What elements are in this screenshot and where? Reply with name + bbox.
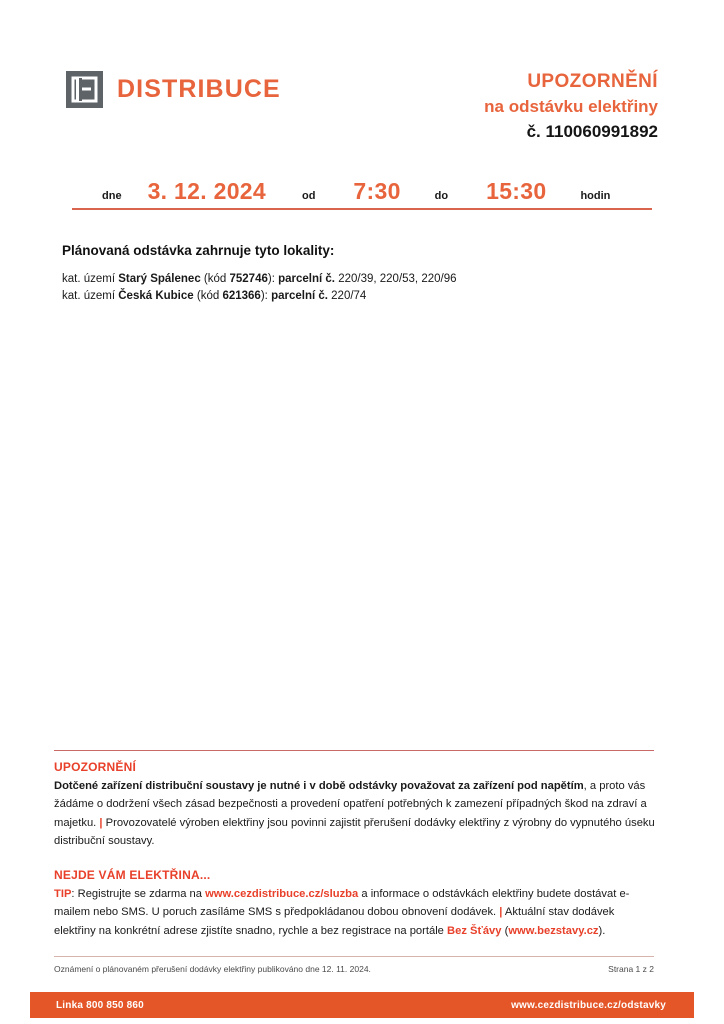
locality-code: 752746: [229, 273, 268, 285]
tip-label: TIP: [54, 888, 72, 900]
tips-text-3: Aktuální stav dodávek elektřiny na konkrétní adrese zjistíte snadno, rychle a bez registrace na portále: [54, 906, 615, 937]
warning-bold-clause: Dotčené zařízení distribuční soustavy je nutné i v době odstávky považovat za zařízení pod napětím: [54, 780, 584, 792]
locality-prefix: kat. území: [62, 290, 119, 303]
cez-logo-icon: [66, 71, 103, 108]
tips-text-2: a informace o odstávkách elektřiny budete dostávat e-mailem nebo SMS. U poruch zasíláme SMS s předpokládanou dobou obnovení dodávek.: [54, 888, 630, 919]
warning-separator: |: [99, 816, 103, 829]
label-hours: hodin: [580, 190, 611, 202]
notice-header-block: [484, 70, 658, 143]
locality-code-suffix: ):: [267, 273, 279, 285]
warning-text-2: Provozovatelé výroben elektřiny jsou povinni zajistit přerušení dodávky elektřiny z výrobny do vypnutého úseku distribuční soustavy.: [54, 816, 655, 847]
locality-code-label: (kód: [200, 273, 230, 285]
notice-title: UPOZORNĚNÍ: [527, 71, 658, 92]
footer-meta: [54, 964, 654, 974]
outages-website-link[interactable]: www.cezdistribuce.cz/odstavky: [511, 999, 666, 1011]
locality-prefix: kat. území: [62, 273, 119, 285]
tips-section: [54, 868, 656, 940]
publication-note: Oznámení o plánovaném přerušení dodávky elektřiny publikováno dne 12. 11. 2024.: [54, 964, 371, 974]
datebar-divider: [72, 208, 652, 210]
outage-time-from: 7:30: [353, 178, 401, 204]
notice-divider: [54, 750, 654, 751]
locality-parcel-label: parcelní č.: [278, 273, 339, 285]
brand-lockup: [66, 71, 281, 108]
warning-body: [54, 777, 656, 850]
tips-text-1: : Registrujte se zdarma na: [71, 888, 206, 900]
tips-body: [54, 885, 656, 940]
localities-title: Plánovaná odstávka zahrnuje tyto lokality:: [62, 243, 335, 258]
service-registration-link[interactable]: www.cezdistribuce.cz/sluzba: [205, 888, 359, 900]
locality-parcel-label: parcelní č.: [271, 290, 332, 303]
outage-time-to: 15:30: [486, 178, 547, 204]
warning-text-1: , a proto vás žádáme o dodržení všech zásad bezpečnosti a provedení opatření potřebných k zamezení případných škod na zdraví a majetku.: [54, 780, 647, 829]
outage-datetime-bar: [72, 178, 652, 210]
bezstavy-link[interactable]: www.bezstavy.cz: [508, 924, 599, 937]
outage-date: 3. 12. 2024: [147, 178, 266, 204]
page-indicator: Strana 1 z 2: [608, 964, 654, 974]
locality-row: [62, 288, 662, 305]
locality-area-name: Starý Spálenec: [118, 273, 201, 285]
footer-contact-bar: [30, 992, 694, 1018]
localities-section: [62, 243, 662, 305]
locality-code: 621366: [222, 290, 261, 303]
locality-row: [62, 271, 662, 288]
brand-name: DISTRIBUCE: [117, 75, 281, 103]
hotline-number: Linka 800 850 860: [56, 999, 144, 1011]
locality-parcels: 220/39, 220/53, 220/96: [338, 273, 457, 285]
tips-separator: |: [499, 906, 503, 919]
warning-heading: UPOZORNĚNÍ: [54, 760, 137, 774]
locality-code-label: (kód: [193, 290, 223, 303]
tips-heading: NEJDE VÁM ELEKTŘINA...: [54, 868, 211, 882]
label-date: dne: [102, 190, 122, 202]
tips-text-5: ).: [598, 924, 606, 937]
label-to: do: [434, 190, 449, 202]
document-header: [0, 0, 724, 160]
footer-divider: [54, 956, 654, 957]
label-from: od: [301, 190, 316, 202]
locality-code-suffix: ):: [260, 290, 272, 303]
warning-section: [54, 760, 656, 850]
locality-parcels: 220/74: [331, 290, 367, 303]
tips-text-4: (: [501, 924, 509, 937]
locality-area-name: Česká Kubice: [118, 290, 194, 303]
notice-subtitle: na odstávku elektřiny: [484, 97, 658, 117]
portal-name: Bez Šťávy: [447, 924, 502, 937]
notice-number: č. 110060991892: [526, 122, 658, 142]
